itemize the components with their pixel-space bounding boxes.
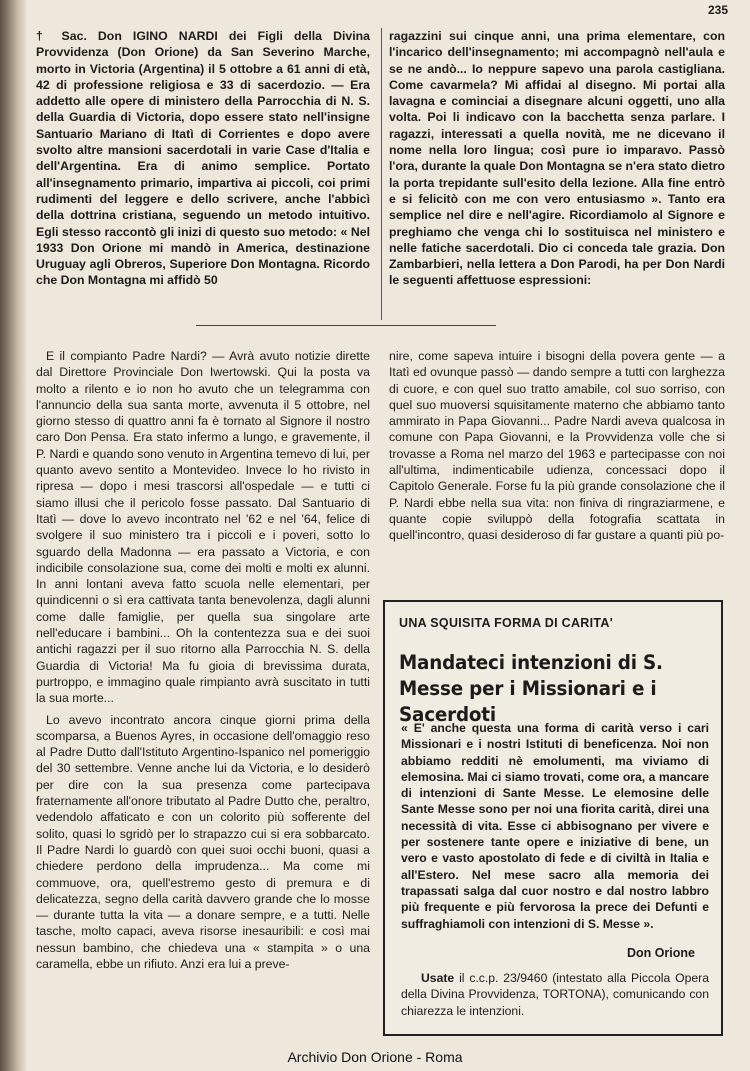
box-payment-note (401, 970, 709, 1019)
page-number: 235 (707, 3, 728, 17)
obituary-column-left (36, 28, 370, 289)
column-divider (381, 28, 382, 320)
archive-footer: Archivio Don Orione - Roma (287, 1049, 463, 1065)
box-signature: Don Orione (626, 946, 695, 960)
letter-paragraph: nire, come sapeva intuire i bisogni della povera gente — a Itatì ed ovunque passò — dando sempre a tutti con larghezza di cuore, e con quel suo tratto amabile, col suo sorriso, con quel suo muoversi squisitamente materno che abbiamo tanto ammirato in Papa Giovanni... Padre Nardi aveva qualcosa in comune con Papa Giovanni, e la Provvidenza volle che si trovasse a Roma nel marzo del 1963 e partecipasse con noi all'ultima, indimenticabile udienza, concessaci dopo il Capitolo Generale. Forse fu la più grande consolazione che il P. Nardi ebbe nella sua vita: non finiva di ringraziarmene, e quante copie sviluppò della fotografia scattata in quell'incontro, quasi desideroso di far gustare a quanti più po- (389, 349, 725, 543)
letter-column-right (389, 348, 725, 544)
box-quote: « E' anche questa una forma di carità verso i cari Missionari e i nostri Istituti di beneficenza. Noi non abbiamo redditi nè emolumenti, ma viviamo di elemosina. Mai ci siamo trovati, come ora, a mancare di intenzioni di Sante Messe. Le elemosine delle Sante Messe sono per noi una fiorita carità, direi una necessità di vita. Esse ci abbisognano per vivere e per sostenere tante opere e iniziative di bene, un vero e vasto apostolato di fede e di civiltà in Italia e all'Estero. Nel mese sacro alla memoria dei trapassati salga dal cuor nostro e dal nostro labbro più frequente e più fervorosa la prece dei Defunti e suffraghiamoli con intenzioni di S. Messe ». (401, 721, 709, 931)
obituary-paragraph: † Sac. Don IGINO NARDI dei Figli della Divina Provvidenza (Don Orione) da San Severino Marche, morto in Victoria (Argentina) il 5 ottobre a 61 anni di età, 42 di professione religiosa e 33 di sacerdozio. — Era addetto alle opere di ministero della Parrocchia di N. S. della Guardia di Victoria, dopo essere stato nell'insigne Santuario Mariano di Itatì di Corrientes e dopo avere svolto altre mansioni sacerdotali in varie Case d'Italia e dell'Argentina. Era di animo semplice. Portato all'insegnamento primario, impartiva ai piccoli, coi primi rudimenti del leggere e dello scrivere, anche l'abbicì della dottrina cristiana, seguendo un metodo intuitivo. Egli stesso raccontò gli inizi di questo suo metodo: « Nel 1933 Don Orione mi mandò in America, destinazione Uruguay agli Obreros, Superiore Don Montagna. Ricordo che Don Montagna mi affidò 50 (36, 29, 370, 288)
box-footer-text: il c.c.p. 23/9460 (intestato alla Piccola Opera della Divina Provvidenza, TORTONA), comunicando con chiarezza le intenzioni. (401, 971, 709, 1018)
letter-paragraph: Lo avevo incontrato ancora cinque giorni prima della scomparsa, a Buenos Ayres, in occasione dell'omaggio reso al Padre Dutto dall'Istituto Argentino-Ispanico nel pomeriggio del 30 settembre. Venne anche lui da Victoria, e lo desiderò per dire con la sua presenza come partecipava fraternamente all'onore tributato al Padre Dutto che, peraltro, vedendolo affaticato e con un colorito più sofferente del solito, quasi lo sgridò per lo strapazzo cui si era sobbarcato. Il Padre Nardi lo guardò con quei suoi occhi buoni, quasi a chiedere perdono della imprudenza... Ma come mi commuove, ora, quell'estremo gesto di premura e di delicatezza, segno della carità davvero grande che lo mosse — durante tutta la vita — a donare sempre, e a tutti. Nelle tasche, molto capaci, aveva risorse inesauribili: e così mai nessun bambino, che chiedeva una « stampita » o una caramella, ebbe un rifiuto. Anzi era lui a preve- (36, 712, 370, 971)
section-divider (196, 325, 496, 326)
box-title: Mandateci intenzioni di S. Messe per i Missionari e i Sacerdoti (399, 651, 663, 726)
letter-column-left (36, 348, 370, 972)
mass-intentions-box (383, 600, 723, 1036)
binding-gutter (0, 0, 26, 1071)
box-footer-label: Usate (421, 971, 455, 985)
obituary-column-right (389, 28, 725, 289)
obituary-paragraph: ragazzini sui cinque anni, una prima elementare, con l'incarico dell'insegnamento; mi accompagnò nell'aula e se ne andò... Io neppure sapevo una parola castigliana. Come cavarmela? Mi affidai al disegno. Mi portai alla lavagna e cominciai a disegnare alcuni oggetti, uno alla volta. Poi li indicavo con la bacchetta senza parlare. I ragazzi, interessati a quella novità, me ne dicevano il nome nella loro lingua; così pure io imparavo. Passò l'ora, durante la quale Don Montagna se n'era stato dietro la porta trepidante sull'esito della lezione. Alla fine entrò e si felicitò con me con vero entusiasmo ». Tanto era semplice nel dire e nell'agire. Ricordiamolo al Signore e preghiamo che venga chi lo sostituisca nel ministero e nelle fatiche sacerdotali. Dio ci conceda tale grazia. Don Zambarbieri, nella lettera a Don Parodi, ha per Don Nardi le seguenti affettuose espressioni: (389, 29, 725, 288)
box-subtitle: UNA SQUISITA FORMA DI CARITA' (399, 616, 613, 630)
letter-paragraph: E il compianto Padre Nardi? — Avrà avuto notizie dirette dal Direttore Provinciale Don Iwertowski. Qui la posta va molto a rilento e io non ho avuto che un telegramma con l'annuncio della sua santa morte, avvenuta il 5 ottobre, nel giorno stesso di quattro anni fa è tornato al Signore il nostro caro Don Pensa. Era stato infermo a lungo, e gravemente, il P. Nardi e quando sono venuto in Argentina temevo di lui, per quanto avevo sentito a Montevideo. Invece lo ho rivisto in ripresa — dopo i mesi trascorsi all'ospedale — e tutti ci siamo illusi che il pericolo fosse passato. Dal Santuario di Itatì — dove lo avevo incontrato nel '62 e nel '64, felice di svolgere il suo ministero tra i piccoli e i poveri, sotto lo sguardo della Madonna — era passato a Victoria, e con indicibile consolazione sua, come dei molti e molti ex alunni. In anni lontani aveva fatto scuola nelle elementari, per quindicenni o sì era cattivata tanta benevolenza, dagli alunni come dalle famiglie, per quella sua singolare arte nell'educare i bambini... Oh la contentezza sua e dei suoi antichi ragazzi per il suo ritorno alla Parrocchia N. S. della Guardia di Victoria! Ma fu gioia di brevissima durata, purtroppo, e immagino quale rimpianto avrà suscitato in tutti la sua morte... (36, 349, 370, 706)
